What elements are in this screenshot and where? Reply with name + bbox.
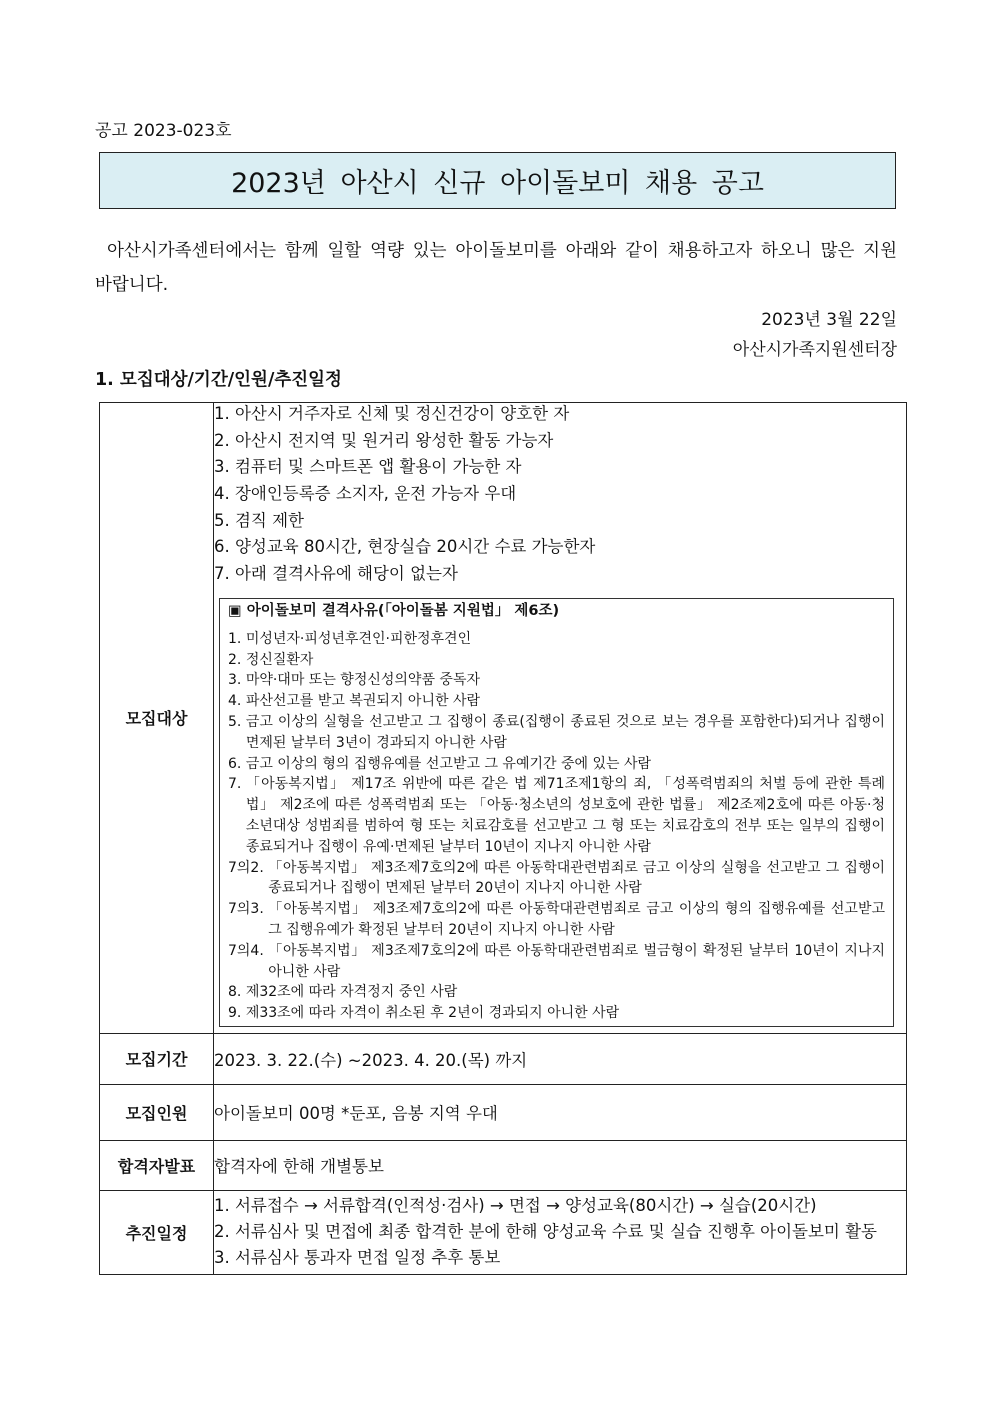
item-text: 「아동복지법」 제17조 위반에 따른 같은 법 제71조제1항의 죄, 「성폭력범죄의 처벌 등에 관한 특례법」 제2조에 따른 성폭력범죄 또는 「아동·청소년의 성보호에 관한 법률」 제2조제2호에 따른 아동·청소년대상 성범죄를 범하여 형 또는 치료감호를 선고받고 그 형 또는 치료감호의 전부 또는 일부의 집행이 종료되거나 집행이 유예·면제된 날부터 10년이 지나지 아니한 사람 bbox=[245, 776, 885, 855]
item-number: 8. bbox=[228, 984, 246, 1001]
item-text: 금고 이상의 실형을 선고받고 그 집행이 종료(집행이 종료된 것으로 보는 경우를 포함한다)되거나 집행이 면제된 날부터 3년이 경과되지 아니한 사람 bbox=[245, 714, 885, 751]
disqualification-title: ▣ 아이돌보미 결격사유(「아이돌봄 지원법」 제6조) bbox=[228, 602, 560, 619]
disqualification-item bbox=[228, 982, 885, 1003]
item-text: 「아동복지법」 제3조제7호의2에 따른 아동학대관련범죄로 금고 이상의 형의 집행유예를 선고받고 그 집행유예가 확정된 날부터 20년이 지나지 아니한 사람 bbox=[268, 901, 885, 938]
schedule-label: 추진일정 bbox=[100, 1190, 214, 1274]
announcement-label: 합격자발표 bbox=[100, 1140, 214, 1190]
disqualification-item bbox=[228, 629, 885, 650]
disqualification-item bbox=[228, 670, 885, 691]
item-number: 3. bbox=[228, 672, 246, 689]
notice-number: 공고 2023-023호 bbox=[95, 121, 232, 141]
item-number: 7. bbox=[228, 776, 246, 793]
disqualification-item bbox=[228, 858, 885, 900]
disqualification-list bbox=[228, 629, 885, 1024]
headcount-label: 모집인원 bbox=[100, 1084, 214, 1140]
item-text: 파산선고를 받고 복권되지 아니한 사람 bbox=[245, 693, 480, 710]
item-number: 1. bbox=[228, 630, 246, 647]
intro-paragraph: 아산시가족센터에서는 함께 일할 역량 있는 아이돌보미를 아래와 같이 채용하고자 하오니 많은 지원 바랍니다. bbox=[95, 241, 897, 295]
target-label: 모집대상 bbox=[100, 403, 214, 1034]
disqualification-item bbox=[228, 691, 885, 712]
disqualification-item bbox=[228, 712, 885, 754]
disqualification-item bbox=[228, 650, 885, 671]
recruitment-table bbox=[99, 402, 907, 1275]
target-content bbox=[214, 403, 907, 1034]
list-item: 2. 아산시 전지역 및 원거리 왕성한 활동 가능자 bbox=[214, 430, 554, 450]
item-text: 미성년자·피성년후견인·피한정후견인 bbox=[245, 630, 472, 647]
announcement-value: 합격자에 한해 개별통보 bbox=[214, 1140, 907, 1190]
requirements-list bbox=[214, 403, 906, 590]
disqualification-item bbox=[228, 774, 885, 857]
headcount-value: 아이돌보미 00명 *둔포, 음봉 지역 우대 bbox=[214, 1084, 907, 1140]
disqualification-item bbox=[228, 754, 885, 775]
list-item: 3. 서류심사 통과자 면접 일정 추후 통보 bbox=[214, 1248, 501, 1268]
section-heading: 1. 모집대상/기간/인원/추진일정 bbox=[95, 370, 342, 390]
list-item: 3. 컴퓨터 및 스마트폰 앱 활용이 가능한 자 bbox=[214, 457, 522, 477]
disqualification-item bbox=[228, 899, 885, 941]
item-text: 「아동복지법」 제3조제7호의2에 따른 아동학대관련범죄로 벌금형이 확정된 날부터 10년이 지나지 아니한 사람 bbox=[268, 942, 885, 980]
notice-date: 2023년 3월 22일 bbox=[761, 310, 897, 330]
item-text: 정신질환자 bbox=[245, 651, 314, 668]
item-text: 금고 이상의 형의 집행유예를 선고받고 그 유예기간 중에 있는 사람 bbox=[245, 755, 652, 772]
disqualification-box bbox=[219, 598, 894, 1027]
item-text: 「아동복지법」 제3조제7호의2에 따른 아동학대관련범죄로 금고 이상의 실형을 선고받고 그 집행이 종료되거나 집행이 면제된 날부터 20년이 지나지 아니한 사람 bbox=[268, 859, 885, 897]
list-item: 1. 서류접수 → 서류합격(인적성·검사) → 면접 → 양성교육(80시간) → 실습(20시간) bbox=[214, 1196, 817, 1216]
headcount-row bbox=[100, 1084, 907, 1140]
item-number: 7의2. bbox=[228, 859, 269, 876]
item-number: 9. bbox=[228, 1005, 246, 1022]
item-number: 7의3. bbox=[228, 901, 269, 918]
target-row bbox=[100, 403, 907, 1034]
item-number: 5. bbox=[228, 714, 246, 730]
period-row bbox=[100, 1033, 907, 1084]
disqualification-item bbox=[228, 941, 885, 983]
item-number: 7의4. bbox=[228, 942, 269, 959]
item-number: 6. bbox=[228, 755, 246, 772]
disqualification-item bbox=[228, 1003, 885, 1024]
list-item: 7. 아래 결격사유에 해당이 없는자 bbox=[214, 564, 458, 584]
list-item: 1. 아산시 거주자로 신체 및 정신건강이 양호한 자 bbox=[214, 404, 570, 423]
list-item: 5. 겸직 제한 bbox=[214, 510, 304, 530]
item-number: 2. bbox=[228, 651, 246, 668]
schedule-content bbox=[214, 1190, 907, 1274]
list-item: 2. 서류심사 및 면접에 최종 합격한 분에 한해 양성교육 수료 및 실습 진행후 아이돌보미 활동 bbox=[214, 1222, 877, 1242]
page-title: 2023년 아산시 신규 아이돌보미 채용 공고 bbox=[99, 152, 896, 209]
item-text: 제32조에 따라 자격정지 중인 사람 bbox=[245, 984, 458, 1001]
announcement-row bbox=[100, 1140, 907, 1190]
item-text: 제33조에 따라 자격이 취소된 후 2년이 경과되지 아니한 사람 bbox=[245, 1005, 620, 1022]
schedule-row bbox=[100, 1190, 907, 1274]
organization-name: 아산시가족지원센터장 bbox=[732, 340, 897, 360]
period-label: 모집기간 bbox=[100, 1033, 214, 1084]
item-number: 4. bbox=[228, 693, 246, 710]
item-text: 마약·대마 또는 향정신성의약품 중독자 bbox=[245, 672, 480, 689]
list-item: 6. 양성교육 80시간, 현장실습 20시간 수료 가능한자 bbox=[214, 537, 596, 557]
period-value: 2023. 3. 22.(수) ~2023. 4. 20.(목) 까지 bbox=[214, 1033, 907, 1084]
list-item: 4. 장애인등록증 소지자, 운전 가능자 우대 bbox=[214, 484, 517, 504]
